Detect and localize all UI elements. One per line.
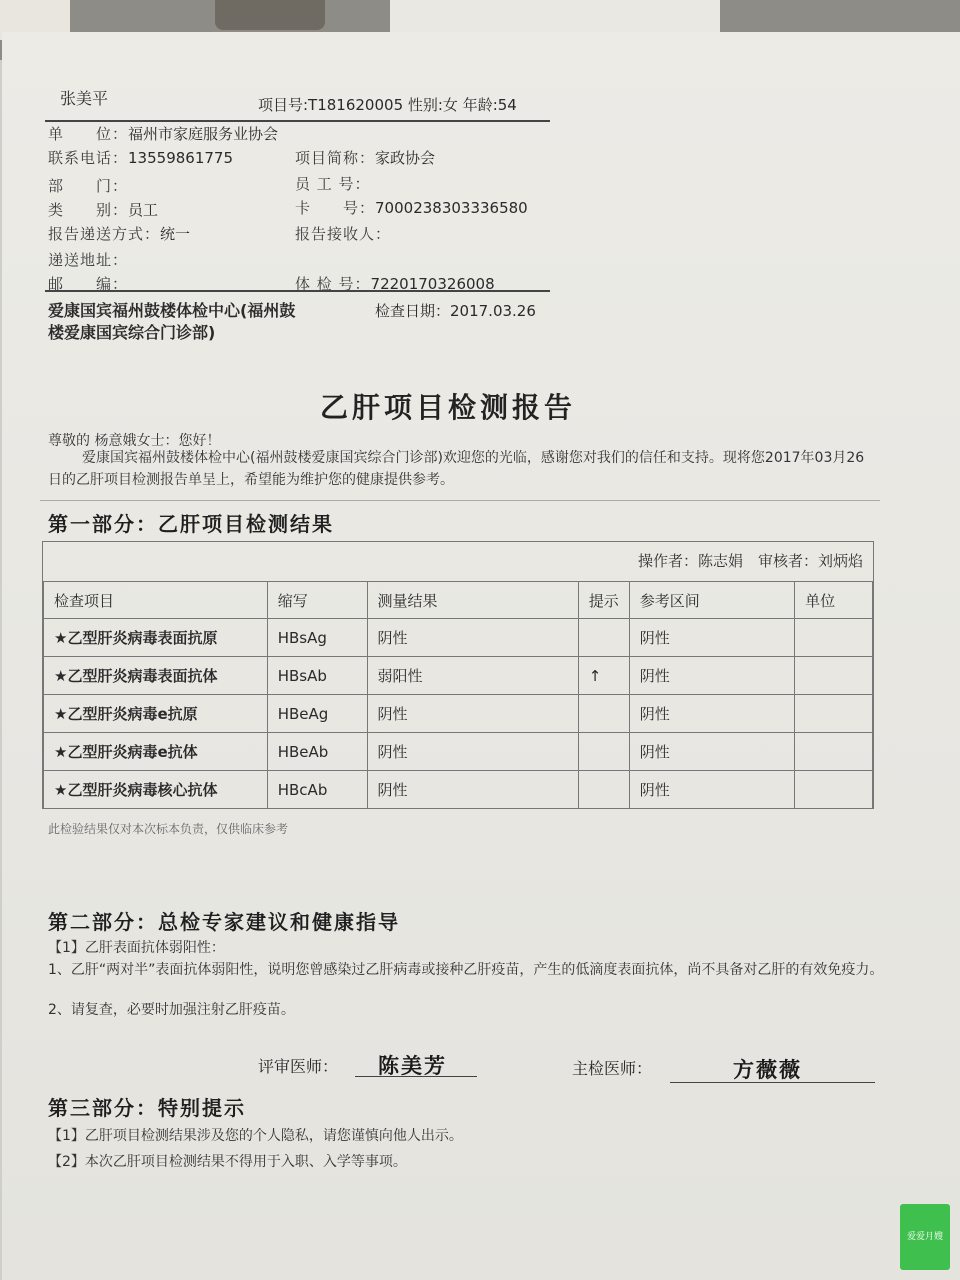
chief-label: 主检医师： [572,1059,653,1078]
column-header: 测量结果 [367,582,578,619]
table-row [44,771,873,809]
exam-no-row [295,272,495,296]
result-cell: 阴性 [367,619,578,657]
project-line: 项目号:T181620005 性别:女 年龄:54 [258,96,517,114]
item-cell: ★乙型肝炎病毒e抗体 [44,733,268,771]
advice-line-2: 2、请复查，必要时加强注射乙肝疫苗。 [48,1002,295,1018]
unit-cell [795,657,873,695]
card-value: 7000238303336580 [375,199,528,217]
dept-row [48,174,128,198]
result-cell: 弱阳性 [367,657,578,695]
address-label: 递送地址： [48,251,129,269]
tip-2: 【2】本次乙肝项目检测结果不得用于入职、入学等事项。 [48,1154,407,1170]
hint-cell [578,619,629,657]
unit-cell [795,619,873,657]
chief-signature: 方薇薇 [733,1057,802,1082]
postcode-label: 邮 编： [48,275,129,293]
section1-heading: 第一部分：乙肝项目检测结果 [48,512,334,536]
section2-heading: 第二部分：总检专家建议和健康指导 [48,910,400,934]
result-cell: 阴性 [367,733,578,771]
category-row [48,198,158,222]
delivery-row [48,222,190,246]
exam-no-label: 体 检 号： [295,275,371,293]
table-row [44,657,873,695]
phone-label: 联系电话： [48,149,129,167]
unit-value: 福州市家庭服务业协会 [128,125,279,143]
results-table-box [42,541,874,809]
table-row [44,619,873,657]
advice-title: 【1】乙肝表面抗体弱阳性： [48,940,225,956]
delivery-label: 报告递送方式： [48,225,161,243]
unit-cell [795,771,873,809]
card-label: 卡 号： [295,199,376,217]
section-divider [40,500,880,501]
staff-no-label: 员 工 号： [295,175,371,193]
abbr-cell: HBeAg [267,695,367,733]
unit-cell [795,733,873,771]
card-row [295,196,528,220]
receiver-row [295,222,391,246]
column-header: 检查项目 [44,582,268,619]
watermark-badge: 爱爱月嫂 [900,1204,950,1270]
abbr-cell: HBsAb [267,657,367,695]
section3-heading: 第三部分：特别提示 [48,1096,246,1120]
item-cell: ★乙型肝炎病毒核心抗体 [44,771,268,809]
phone-value: 13559861775 [128,149,233,167]
unit-cell [795,695,873,733]
advice-line-1: 1、乙肝“两对半”表面抗体弱阳性，说明您曾感染过乙肝病毒或接种乙肝疫苗，产生的低滴度表面抗体，尚不具备对乙肝的有效免疫力。 [48,962,884,978]
info-divider [45,290,550,292]
abbr-cell: HBsAg [267,619,367,657]
project-short-label: 项目简称： [295,149,376,167]
result-cell: 阴性 [367,695,578,733]
postcode-row [48,272,128,296]
reviewer-label: 评审医师： [258,1057,339,1076]
table-row [44,733,873,771]
receiver-label: 报告接收人： [295,225,392,243]
ref-cell: 阴性 [629,695,794,733]
delivery-value: 统一 [160,225,191,243]
intro-paragraph: 爱康国宾福州鼓楼体检中心(福州鼓楼爱康国宾综合门诊部)欢迎您的光临，感谢您对我们的信任和支持。现将您2017年03月26日的乙肝项目检测报告单呈上，希望能为维护您的健康提供参考。 [48,450,865,488]
greeting: 尊敬的 杨意娥女士：您好！ [48,433,221,449]
table-row [44,695,873,733]
report-title: 乙肝项目检测报告 [320,391,577,424]
results-table [43,581,873,809]
exam-date: 检查日期：2017.03.26 [375,302,536,320]
abbr-cell: HBcAb [267,771,367,809]
exam-no-value: 7220170326008 [370,275,495,293]
unit-label: 单 位： [48,125,129,143]
item-cell: ★乙型肝炎病毒表面抗原 [44,619,268,657]
ref-cell: 阴性 [629,657,794,695]
result-cell: 阴性 [367,771,578,809]
hint-cell [578,695,629,733]
ref-cell: 阴性 [629,771,794,809]
item-cell: ★乙型肝炎病毒e抗原 [44,695,268,733]
table-header-row [44,582,873,619]
result-note: 此检验结果仅对本次标本负责，仅供临床参考 [48,822,289,836]
project-short-row [295,146,435,170]
abbr-cell: HBeAb [267,733,367,771]
center-name: 爱康国宾福州鼓楼体检中心(福州鼓楼爱康国宾综合门诊部) [48,301,296,342]
ref-cell: 阴性 [629,733,794,771]
address-row [48,248,128,272]
background-photo [215,0,325,30]
operator-line: 操作者：陈志娟 审核者：刘炳焰 [637,552,863,570]
category-label: 类 别： [48,201,129,219]
category-value: 员工 [128,201,159,219]
phone-row [48,146,233,170]
column-header: 提示 [578,582,629,619]
unit-row [48,122,278,146]
staff-no-row [295,172,371,196]
tip-1: 【1】乙肝项目检测结果涉及您的个人隐私，请您谨慎向他人出示。 [48,1128,463,1144]
reviewer-signature: 陈美芳 [378,1053,447,1078]
project-short-value: 家政协会 [375,149,436,167]
dept-label: 部 门： [48,177,129,195]
column-header: 缩写 [267,582,367,619]
hint-cell [578,733,629,771]
column-header: 参考区间 [629,582,794,619]
hint-cell [578,771,629,809]
patient-name: 张美平 [60,89,109,108]
item-cell: ★乙型肝炎病毒表面抗体 [44,657,268,695]
column-header: 单位 [795,582,873,619]
hint-cell: ↑ [578,657,629,695]
ref-cell: 阴性 [629,619,794,657]
